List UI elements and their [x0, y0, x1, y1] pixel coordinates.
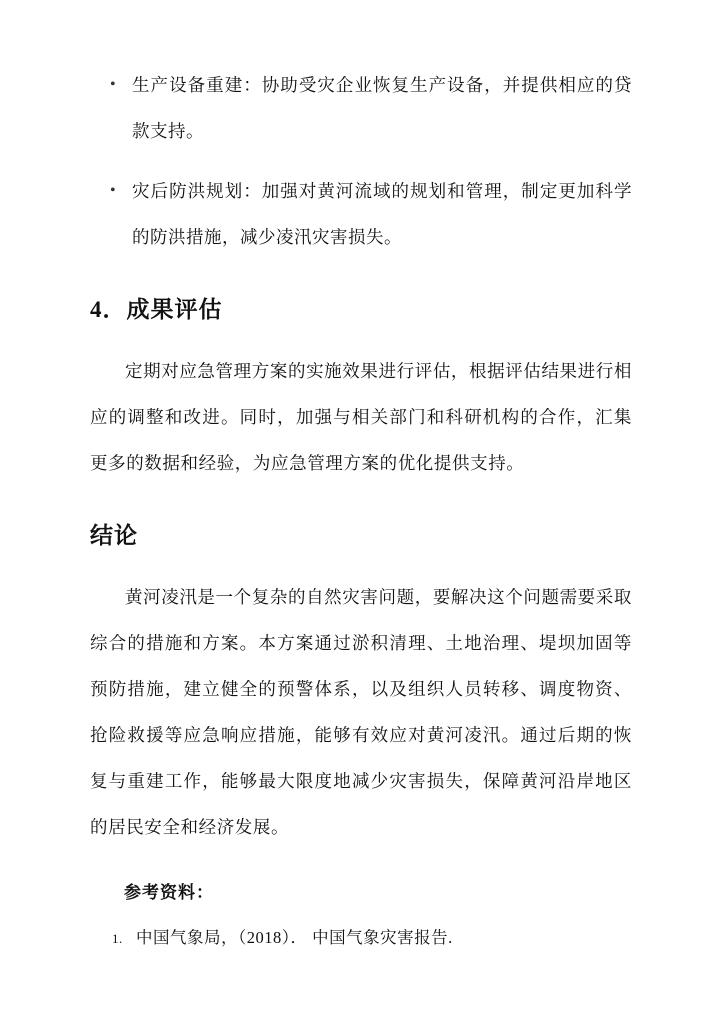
bullet-text: 生产设备重建：协助受灾企业恢复生产设备，并提供相应的贷款支持。 — [132, 75, 632, 141]
reference-item — [90, 921, 632, 955]
list-item — [90, 168, 632, 260]
bullet-icon: • — [110, 182, 117, 199]
reference-text: 中国气象局，（2018）． 中国气象灾害报告. — [136, 928, 453, 948]
conclusion-paragraph: 黄河凌汛是一个复杂的自然灾害问题，要解决这个问题需要采取综合的措施和方案。本方案通过淤积清理、土地治理、堤坝加固等预防措施，建立健全的预警体系，以及组织人员转移、调度物资、抢险救援等应急响应措施，能够有效应对黄河凌汛。通过后期的恢复与重建工作，能够最大限度地减少灾害损失，保障黄河沿岸地区的居民安全和经济发展。 — [90, 587, 632, 838]
evaluation-paragraph: 定期对应急管理方案的实施效果进行评估，根据评估结果进行相应的调整和改进。同时，加强与相关部门和科研机构的合作，汇集更多的数据和经验，为应急管理方案的优化提供支持。 — [90, 361, 632, 474]
references-heading: 参考资料： — [124, 883, 214, 903]
bullet-icon: • — [110, 76, 117, 93]
section-heading-evaluation: 4．成果评估 — [90, 297, 223, 322]
reference-number: 1. — [112, 931, 123, 947]
references-list — [90, 921, 632, 955]
bullet-list — [90, 62, 632, 260]
section-heading-conclusion: 结论 — [90, 523, 138, 549]
list-item — [90, 62, 632, 154]
bullet-text: 灾后防洪规划：加强对黄河流域的规划和管理，制定更加科学的防洪措施，减少凌汛灾害损失。 — [132, 181, 632, 247]
